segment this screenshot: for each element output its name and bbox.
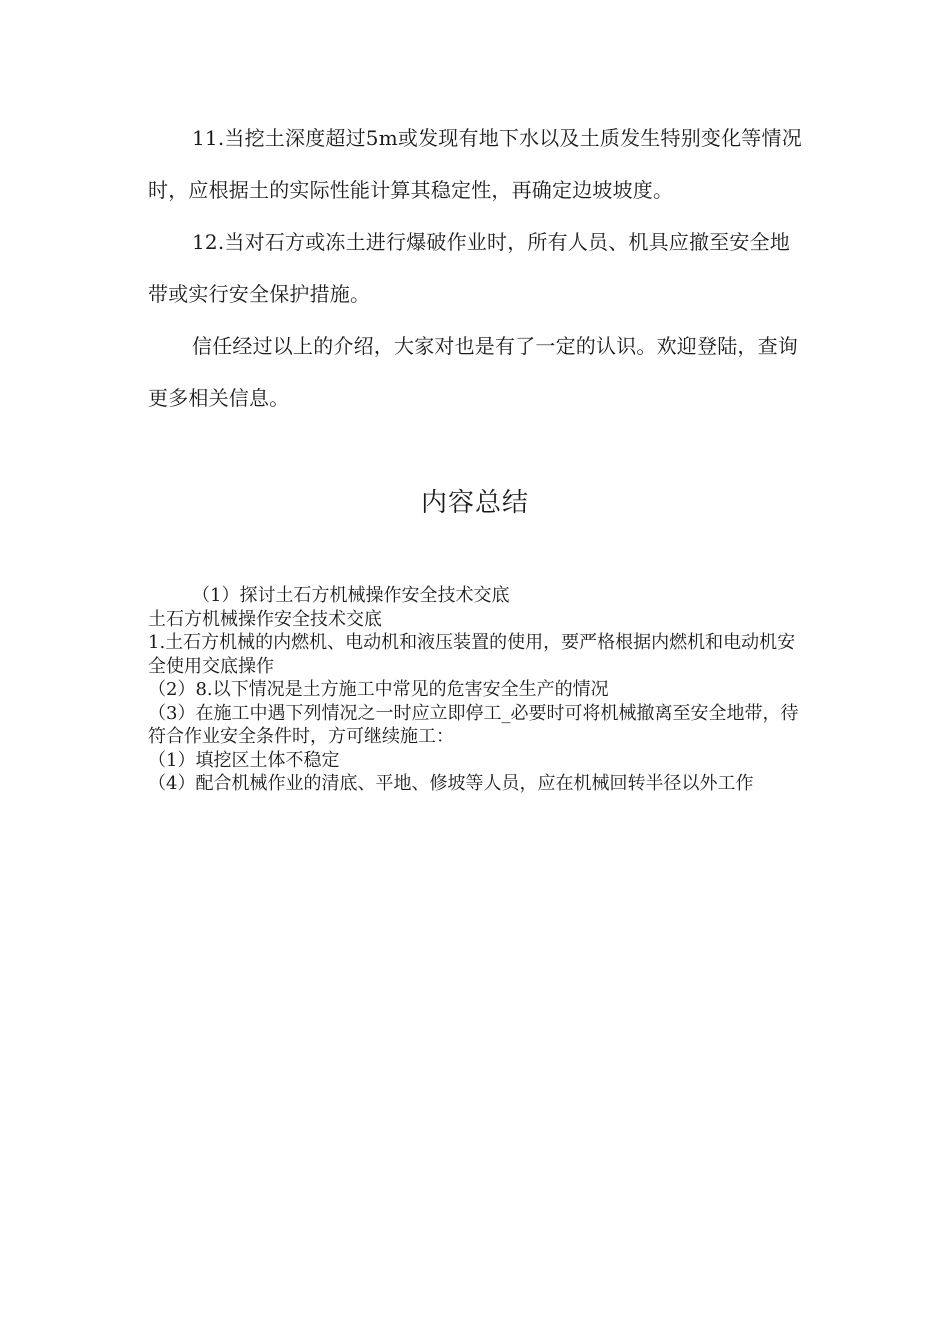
body-paragraph-11: 11.当挖土深度超过5m或发现有地下水以及土质发生特别变化等情况时，应根据土的实际性能计算其稳定性，再确定边坡坡度。 [148, 126, 802, 202]
summary-list [148, 584, 808, 796]
closing-paragraph: 信任经过以上的介绍，大家对也是有了一定的认识。欢迎登陆，查询更多相关信息。 [148, 334, 798, 410]
summary-line: （4）配合机械作业的清底、平地、修坡等人员，应在机械回转半径以外工作 [148, 773, 754, 794]
summary-title: 内容总结 [420, 488, 529, 518]
summary-line: 1.土石方机械的内燃机、电动机和液压装置的使用，要严格根据内燃机和电动机安全使用交底操作 [148, 632, 796, 677]
body-paragraph-12: 12.当对石方或冻土进行爆破作业时，所有人员、机具应撤至安全地带或实行安全保护措施。 [148, 230, 791, 306]
summary-line: （2）8.以下情况是土方施工中常见的危害安全生产的情况 [148, 679, 609, 700]
summary-line: （1）探讨土石方机械操作安全技术交底 [192, 585, 510, 606]
summary-line: （3）在施工中遇下列情况之一时应立即停工_必要时可将机械撤离至安全地带，待符合作业安全条件时，方可继续施工： [148, 702, 799, 747]
summary-line: （1）填挖区土体不稳定 [148, 749, 340, 771]
summary-line: 土石方机械操作安全技术交底 [148, 608, 382, 630]
